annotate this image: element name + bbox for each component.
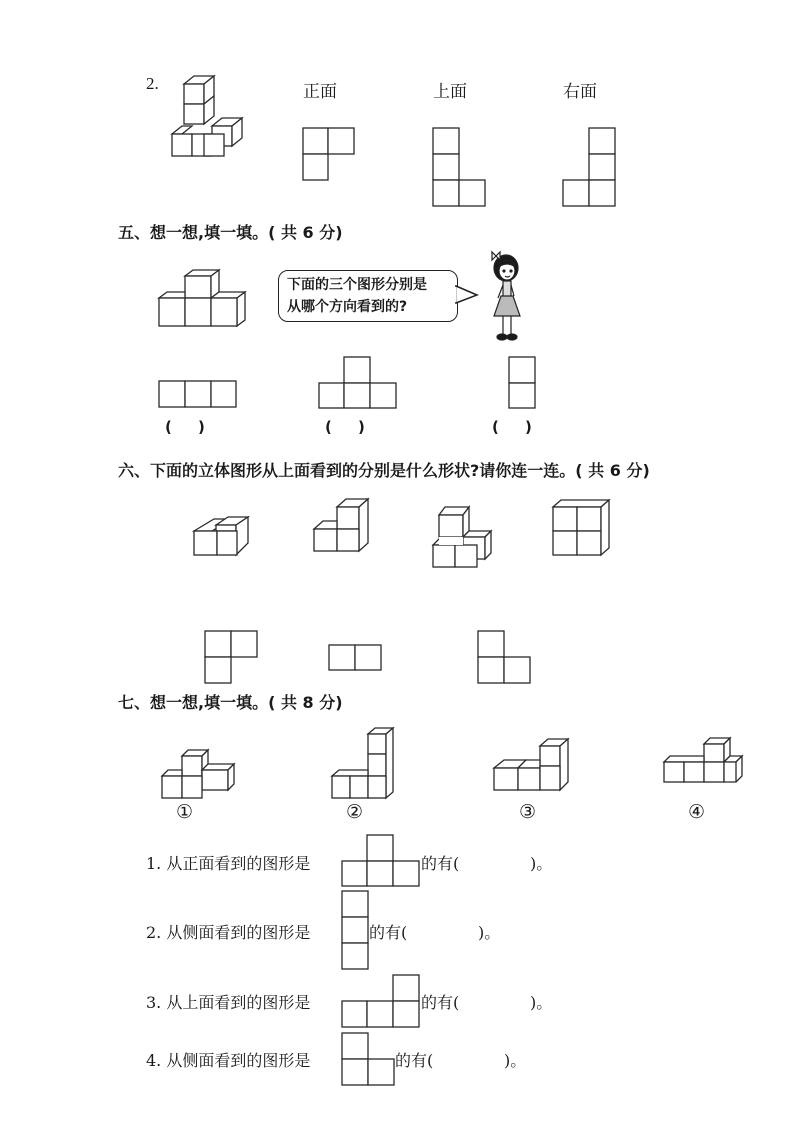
section6-solid-4 [551, 499, 613, 559]
top-view-grid [432, 127, 488, 209]
question-2-shape [341, 890, 371, 972]
speech-line-2: 从哪个方向看到的? [287, 299, 408, 315]
question-3-shape [341, 974, 421, 1030]
solid-label-4: ④ [688, 802, 706, 823]
question-4-answer-blank[interactable] [445, 1064, 503, 1065]
problem-number: 2. [146, 74, 159, 93]
view-shape-b [318, 356, 398, 410]
question-4-prefix: 4. 从侧面看到的图形是 [146, 1051, 311, 1070]
speech-bubble-tail [455, 285, 479, 305]
solid-label-2: ② [346, 802, 364, 823]
view-label-front: 正面 [303, 82, 337, 102]
question-3-close: )。 [530, 993, 553, 1012]
question-3-answer-blank[interactable] [471, 1006, 529, 1007]
section5-solid-figure [158, 268, 248, 330]
section7-solid-4 [662, 736, 744, 786]
section6-solid-1 [193, 511, 255, 559]
answer-blank-c[interactable]: ( ) [492, 418, 532, 436]
question-2-close: )。 [478, 923, 501, 942]
section7-solid-1 [160, 748, 240, 800]
question-1-suffix: 的有( [421, 854, 460, 873]
question-3-prefix: 3. 从上面看到的图形是 [146, 993, 311, 1012]
section6-top-view-1 [204, 630, 260, 686]
question-2-suffix: 的有( [369, 923, 408, 942]
view-label-top: 上面 [433, 82, 467, 102]
section6-solid-2 [313, 497, 373, 555]
question-1-answer-blank[interactable] [471, 867, 529, 868]
front-view-grid [302, 127, 356, 181]
section7-solid-3 [492, 738, 572, 798]
section7-solid-2 [330, 726, 396, 800]
answer-blank-a[interactable]: ( ) [165, 418, 205, 436]
question-4-close: )。 [504, 1051, 527, 1070]
girl-illustration-icon [484, 252, 530, 344]
question-4-shape [341, 1032, 397, 1088]
solid-label-1: ① [176, 802, 194, 823]
question-2-answer-blank[interactable] [419, 936, 477, 937]
section-7-title: 七、想一想,填一填。( 共 8 分) [118, 693, 343, 712]
section6-solid-3 [431, 505, 495, 569]
question-2-prefix: 2. 从侧面看到的图形是 [146, 923, 311, 942]
view-label-right: 右面 [563, 82, 597, 102]
section6-top-view-2 [328, 644, 384, 672]
section6-top-view-3 [477, 630, 533, 686]
question-1-close: )。 [530, 854, 553, 873]
speech-bubble [278, 270, 458, 322]
right-view-grid [562, 127, 618, 209]
question-1-prefix: 1. 从正面看到的图形是 [146, 854, 311, 873]
section-6-title: 六、下面的立体图形从上面看到的分别是什么形状?请你连一连。( 共 6 分) [118, 461, 650, 480]
question-1-shape [341, 834, 421, 888]
view-shape-a [158, 380, 238, 410]
question-4-suffix: 的有( [395, 1051, 434, 1070]
problem2-solid-figure [168, 74, 248, 164]
solid-label-3: ③ [519, 802, 537, 823]
section-5-title: 五、想一想,填一填。( 共 6 分) [118, 223, 343, 242]
question-3-suffix: 的有( [421, 993, 460, 1012]
speech-line-1: 下面的三个图形分别是 [287, 277, 427, 293]
answer-blank-b[interactable]: ( ) [325, 418, 365, 436]
view-shape-c [508, 356, 538, 410]
